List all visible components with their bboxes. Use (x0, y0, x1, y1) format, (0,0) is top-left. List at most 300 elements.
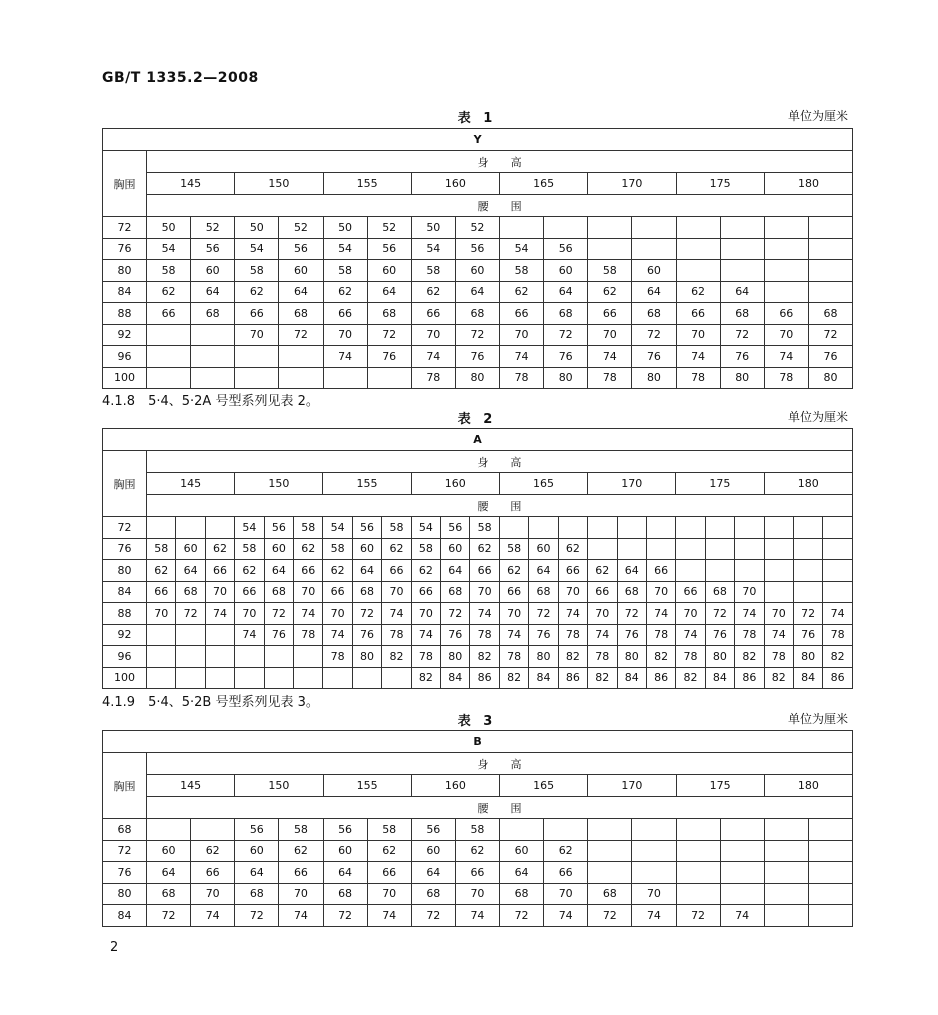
waist-value (676, 238, 720, 260)
waist-value: 72 (529, 603, 558, 625)
table-row (103, 840, 853, 862)
waist-value: 70 (191, 883, 235, 905)
waist-value: 74 (823, 603, 853, 625)
waist-value: 66 (455, 862, 499, 884)
waist-value: 72 (176, 603, 205, 625)
waist-value (823, 560, 853, 582)
waist-value (367, 367, 411, 389)
standard-code: GB/T 1335.2—2008 (102, 70, 259, 86)
waist-value: 68 (808, 303, 852, 325)
waist-value: 66 (191, 862, 235, 884)
height-value: 155 (323, 473, 411, 495)
waist-value (176, 624, 205, 646)
table-row (103, 581, 853, 603)
waist-value: 68 (632, 303, 676, 325)
waist-value: 74 (323, 346, 367, 368)
chest-label: 胸围 (103, 753, 147, 819)
height-value: 170 (588, 173, 676, 195)
waist-value (632, 217, 676, 239)
waist-value (823, 581, 853, 603)
waist-value: 70 (279, 883, 323, 905)
page-number: 2 (110, 940, 119, 955)
waist-value: 80 (632, 367, 676, 389)
waist-value: 62 (279, 840, 323, 862)
waist-value (720, 260, 764, 282)
waist-value: 70 (382, 581, 411, 603)
height-value: 150 (235, 173, 323, 195)
waist-value: 62 (323, 281, 367, 303)
waist-value: 62 (323, 560, 352, 582)
waist-value: 84 (441, 667, 470, 689)
waist-value: 76 (617, 624, 646, 646)
waist-value: 56 (191, 238, 235, 260)
waist-value: 74 (558, 603, 587, 625)
waist-value: 74 (499, 624, 528, 646)
waist-value (808, 905, 852, 927)
waist-value: 68 (588, 883, 632, 905)
waist-value (764, 840, 808, 862)
waist-value: 76 (352, 624, 381, 646)
height-value: 160 (411, 173, 499, 195)
waist-value (588, 217, 632, 239)
waist-value (764, 905, 808, 927)
waist-value: 76 (455, 346, 499, 368)
waist-value: 74 (500, 346, 544, 368)
waist-value: 78 (382, 624, 411, 646)
waist-value (676, 560, 705, 582)
waist-value: 54 (147, 238, 191, 260)
waist-value: 70 (632, 883, 676, 905)
waist-value: 80 (352, 646, 381, 668)
waist-value (294, 646, 323, 668)
waist-value: 70 (147, 603, 176, 625)
chest-value: 100 (103, 667, 147, 689)
waist-value: 54 (323, 238, 367, 260)
table-row (103, 367, 853, 389)
waist-value: 74 (676, 624, 705, 646)
table-3-caption: 表 3 (457, 714, 497, 729)
waist-value: 70 (235, 603, 264, 625)
waist-value: 56 (367, 238, 411, 260)
waist-value: 68 (455, 303, 499, 325)
chest-value: 76 (103, 538, 147, 560)
waist-value (205, 517, 234, 539)
waist-value (676, 862, 720, 884)
waist-value: 74 (735, 603, 764, 625)
waist-value (720, 883, 764, 905)
clause-4-1-9: 4.1.9 5·4、5·2B 号型系列见表 3。 (102, 695, 319, 710)
waist-label: 腰 围 (147, 797, 853, 819)
waist-value: 86 (558, 667, 587, 689)
waist-value (632, 840, 676, 862)
height-value: 175 (676, 173, 764, 195)
waist-value (544, 217, 588, 239)
waist-value: 70 (205, 581, 234, 603)
waist-value: 62 (558, 538, 587, 560)
waist-value: 76 (367, 346, 411, 368)
waist-value: 66 (764, 303, 808, 325)
table-2-unit: 单位为厘米 (787, 410, 848, 424)
table-row (103, 346, 853, 368)
waist-value: 56 (264, 517, 293, 539)
waist-value: 74 (588, 624, 617, 646)
waist-value: 60 (264, 538, 293, 560)
waist-value: 58 (235, 538, 264, 560)
table-3-caption-row (102, 710, 852, 728)
waist-value: 64 (617, 560, 646, 582)
waist-value (720, 819, 764, 841)
waist-value: 58 (588, 260, 632, 282)
waist-value: 50 (147, 217, 191, 239)
waist-value: 78 (500, 367, 544, 389)
waist-value (808, 238, 852, 260)
waist-value: 74 (720, 905, 764, 927)
waist-value (705, 560, 734, 582)
waist-value: 58 (382, 517, 411, 539)
waist-value (764, 238, 808, 260)
waist-value: 64 (264, 560, 293, 582)
waist-value: 72 (676, 905, 720, 927)
waist-value: 78 (735, 624, 764, 646)
waist-value: 72 (588, 905, 632, 927)
waist-value: 78 (294, 624, 323, 646)
waist-value (323, 667, 352, 689)
waist-value: 74 (411, 624, 440, 646)
waist-value: 72 (323, 905, 367, 927)
waist-value: 66 (588, 303, 632, 325)
waist-value (676, 260, 720, 282)
waist-value: 76 (720, 346, 764, 368)
waist-value: 62 (455, 840, 499, 862)
height-value: 170 (588, 775, 676, 797)
waist-value (808, 883, 852, 905)
waist-value: 70 (646, 581, 675, 603)
table-2-caption-row (102, 408, 852, 426)
waist-value: 62 (147, 560, 176, 582)
waist-value: 56 (279, 238, 323, 260)
waist-value: 70 (764, 603, 793, 625)
waist-value: 60 (500, 840, 544, 862)
waist-value: 64 (367, 281, 411, 303)
waist-value: 66 (323, 303, 367, 325)
waist-value: 70 (735, 581, 764, 603)
height-value: 145 (147, 473, 235, 495)
waist-value (264, 646, 293, 668)
waist-value (205, 646, 234, 668)
waist-value: 80 (441, 646, 470, 668)
waist-value: 80 (617, 646, 646, 668)
waist-value (235, 646, 264, 668)
waist-value: 70 (411, 603, 440, 625)
waist-value: 58 (323, 260, 367, 282)
waist-value (735, 538, 764, 560)
waist-value: 70 (470, 581, 499, 603)
waist-value: 52 (279, 217, 323, 239)
waist-value: 72 (544, 324, 588, 346)
waist-value: 56 (323, 819, 367, 841)
waist-value: 60 (455, 260, 499, 282)
waist-value (617, 517, 646, 539)
waist-value: 54 (235, 517, 264, 539)
waist-value: 72 (705, 603, 734, 625)
waist-value: 52 (367, 217, 411, 239)
waist-value: 70 (235, 324, 279, 346)
waist-value: 82 (764, 667, 793, 689)
height-value: 160 (411, 775, 499, 797)
waist-value: 56 (455, 238, 499, 260)
waist-value: 70 (588, 603, 617, 625)
height-value: 180 (764, 473, 852, 495)
waist-value: 66 (147, 303, 191, 325)
waist-value: 66 (367, 862, 411, 884)
waist-value: 74 (764, 346, 808, 368)
waist-value: 64 (352, 560, 381, 582)
waist-value: 72 (235, 905, 279, 927)
waist-value: 74 (470, 603, 499, 625)
waist-value (764, 560, 793, 582)
table-row (103, 667, 853, 689)
table-3-b (102, 730, 853, 927)
waist-value (676, 840, 720, 862)
chest-value: 84 (103, 905, 147, 927)
waist-value: 74 (632, 905, 676, 927)
chest-value: 80 (103, 883, 147, 905)
waist-value (676, 819, 720, 841)
waist-value (235, 667, 264, 689)
waist-value (176, 517, 205, 539)
waist-value (632, 862, 676, 884)
waist-value (764, 281, 808, 303)
waist-value (191, 367, 235, 389)
waist-value (147, 367, 191, 389)
waist-value: 78 (764, 646, 793, 668)
chest-value: 68 (103, 819, 147, 841)
waist-value: 62 (544, 840, 588, 862)
chest-value: 80 (103, 560, 147, 582)
height-value: 145 (147, 173, 235, 195)
waist-value (676, 538, 705, 560)
height-label: 身 高 (147, 451, 853, 473)
table-2-caption: 表 2 (457, 412, 497, 427)
waist-value: 74 (382, 603, 411, 625)
waist-value (764, 260, 808, 282)
waist-value: 66 (676, 581, 705, 603)
waist-value (808, 862, 852, 884)
waist-value (147, 517, 176, 539)
waist-value (588, 238, 632, 260)
waist-value: 60 (323, 840, 367, 862)
waist-value: 70 (500, 324, 544, 346)
waist-value: 50 (323, 217, 367, 239)
waist-value: 70 (676, 603, 705, 625)
waist-value: 66 (646, 560, 675, 582)
waist-value (264, 667, 293, 689)
waist-value: 70 (676, 324, 720, 346)
waist-value: 74 (205, 603, 234, 625)
waist-value: 64 (441, 560, 470, 582)
waist-value: 50 (411, 217, 455, 239)
waist-value (793, 517, 822, 539)
waist-value: 58 (500, 260, 544, 282)
waist-value: 74 (646, 603, 675, 625)
waist-value: 82 (735, 646, 764, 668)
waist-value: 84 (705, 667, 734, 689)
table-row (103, 303, 853, 325)
waist-value: 66 (544, 862, 588, 884)
waist-value: 76 (808, 346, 852, 368)
waist-value: 64 (455, 281, 499, 303)
waist-value: 76 (529, 624, 558, 646)
waist-value: 86 (735, 667, 764, 689)
waist-value: 74 (764, 624, 793, 646)
waist-value: 82 (823, 646, 853, 668)
waist-value: 54 (411, 517, 440, 539)
waist-value: 64 (147, 862, 191, 884)
height-label: 身 高 (147, 151, 853, 173)
waist-value: 68 (235, 883, 279, 905)
waist-value: 68 (411, 883, 455, 905)
waist-value: 72 (720, 324, 764, 346)
waist-value (646, 538, 675, 560)
waist-value: 64 (720, 281, 764, 303)
waist-value: 66 (470, 560, 499, 582)
waist-value: 56 (235, 819, 279, 841)
waist-value: 62 (294, 538, 323, 560)
waist-value (352, 667, 381, 689)
waist-value: 64 (191, 281, 235, 303)
table-row (103, 905, 853, 927)
height-value: 155 (323, 775, 411, 797)
waist-value: 74 (235, 624, 264, 646)
chest-value: 76 (103, 862, 147, 884)
waist-value: 68 (264, 581, 293, 603)
table-row (103, 819, 853, 841)
waist-value: 62 (500, 281, 544, 303)
chest-value: 88 (103, 303, 147, 325)
waist-value: 58 (235, 260, 279, 282)
waist-value: 66 (323, 581, 352, 603)
waist-value (588, 862, 632, 884)
chest-value: 84 (103, 281, 147, 303)
waist-value (500, 217, 544, 239)
waist-value: 68 (367, 303, 411, 325)
waist-value (793, 538, 822, 560)
waist-value: 76 (705, 624, 734, 646)
chest-value: 72 (103, 517, 147, 539)
height-value: 175 (676, 473, 764, 495)
waist-value (147, 346, 191, 368)
height-value: 155 (323, 173, 411, 195)
waist-value: 62 (588, 560, 617, 582)
chest-value: 80 (103, 260, 147, 282)
table-row (103, 603, 853, 625)
waist-value: 72 (411, 905, 455, 927)
waist-value (588, 538, 617, 560)
waist-value: 82 (646, 646, 675, 668)
waist-value: 68 (352, 581, 381, 603)
waist-value: 80 (720, 367, 764, 389)
table-1-caption: 表 1 (457, 111, 497, 126)
waist-value: 64 (411, 862, 455, 884)
height-value: 175 (676, 775, 764, 797)
waist-value (808, 281, 852, 303)
waist-value (735, 517, 764, 539)
waist-value (176, 667, 205, 689)
waist-value: 60 (279, 260, 323, 282)
waist-value (617, 538, 646, 560)
waist-value: 86 (646, 667, 675, 689)
waist-value (191, 346, 235, 368)
waist-value: 56 (441, 517, 470, 539)
waist-value: 58 (367, 819, 411, 841)
waist-value (720, 238, 764, 260)
waist-value: 66 (235, 303, 279, 325)
waist-value: 64 (632, 281, 676, 303)
waist-value: 78 (676, 367, 720, 389)
waist-value: 78 (411, 367, 455, 389)
waist-value: 60 (529, 538, 558, 560)
waist-value: 68 (617, 581, 646, 603)
waist-value (808, 260, 852, 282)
waist-value: 62 (235, 281, 279, 303)
waist-value (632, 238, 676, 260)
waist-value: 64 (544, 281, 588, 303)
waist-value: 76 (544, 346, 588, 368)
waist-value: 58 (411, 538, 440, 560)
waist-value: 62 (382, 538, 411, 560)
waist-value (646, 517, 675, 539)
waist-value: 54 (323, 517, 352, 539)
height-value: 160 (411, 473, 499, 495)
waist-value: 86 (823, 667, 853, 689)
waist-value (764, 581, 793, 603)
height-label: 身 高 (147, 753, 853, 775)
waist-value (676, 517, 705, 539)
waist-value: 56 (411, 819, 455, 841)
waist-value: 72 (147, 905, 191, 927)
waist-value (294, 667, 323, 689)
waist-value: 54 (235, 238, 279, 260)
height-value: 165 (500, 173, 588, 195)
waist-value: 64 (279, 281, 323, 303)
waist-value: 58 (147, 260, 191, 282)
table-row (103, 238, 853, 260)
waist-value (705, 538, 734, 560)
chest-label: 胸围 (103, 451, 147, 517)
waist-value (764, 883, 808, 905)
waist-value: 78 (764, 367, 808, 389)
waist-value (764, 538, 793, 560)
waist-value (147, 624, 176, 646)
waist-value: 72 (500, 905, 544, 927)
waist-value: 62 (411, 560, 440, 582)
table-row (103, 560, 853, 582)
waist-value: 68 (500, 883, 544, 905)
waist-value: 86 (470, 667, 499, 689)
body-type-cell: Y (103, 129, 853, 151)
table-1-unit: 单位为厘米 (787, 109, 848, 123)
waist-value: 66 (279, 862, 323, 884)
waist-value: 82 (558, 646, 587, 668)
waist-value (632, 819, 676, 841)
waist-value: 60 (544, 260, 588, 282)
waist-value: 68 (441, 581, 470, 603)
waist-value: 78 (676, 646, 705, 668)
waist-value: 72 (632, 324, 676, 346)
waist-value: 66 (147, 581, 176, 603)
waist-value (720, 217, 764, 239)
waist-value: 72 (367, 324, 411, 346)
